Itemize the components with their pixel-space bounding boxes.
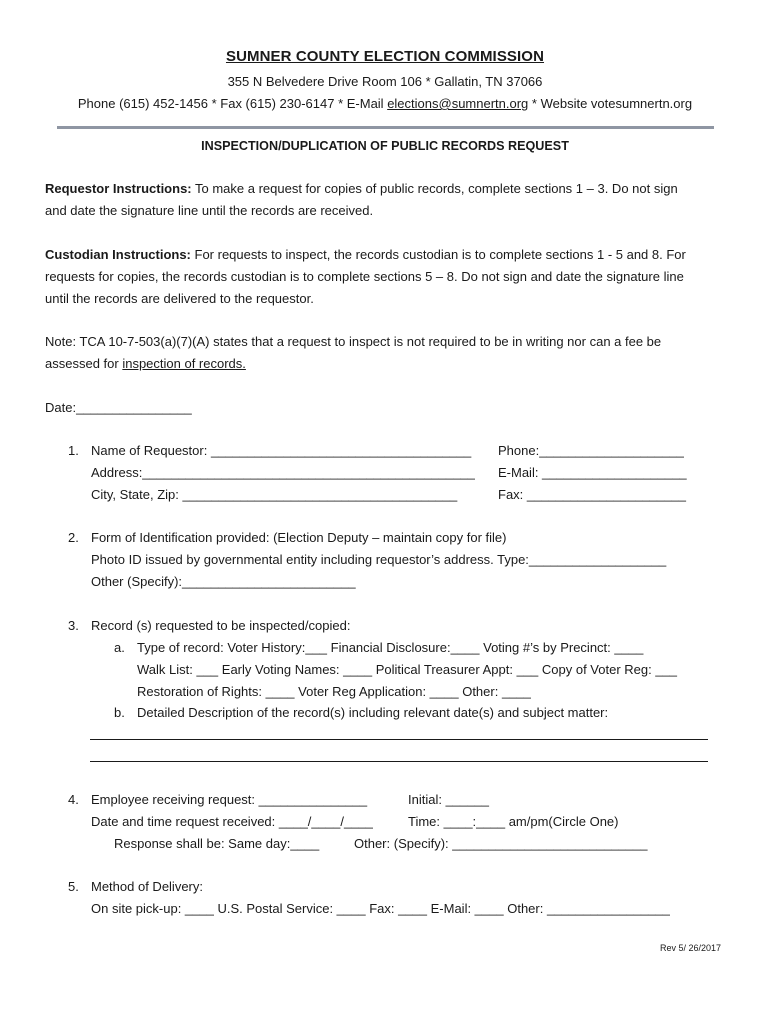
requestor-instructions-line1 <box>45 181 678 196</box>
photo-id-type-field[interactable]: Photo ID issued by governmental entity including requestor’s address. Type:___________________ <box>91 552 667 567</box>
note-line2 <box>45 356 246 371</box>
requestor-address-field[interactable]: Address:______________________________________________ <box>91 465 475 480</box>
description-line-1[interactable] <box>90 739 708 740</box>
section2-number: 2. <box>68 530 79 545</box>
note-line1: Note: TCA 10-7-503(a)(7)(A) states that a request to inspect is not required to be in writing nor can a fee be <box>45 334 662 349</box>
section3a-label: a. <box>114 640 125 655</box>
commission-contact <box>0 96 770 111</box>
requestor-name-field[interactable]: Name of Requestor: ____________________________________ <box>91 443 472 458</box>
description-line-2[interactable] <box>90 761 708 762</box>
requestor-instructions-text1: To make a request for copies of public records, complete sections 1 – 3. Do not sign <box>191 181 678 196</box>
date-field[interactable]: Date:________________ <box>45 400 192 415</box>
requestor-city-field[interactable]: City, State, Zip: ______________________________________ <box>91 487 458 502</box>
section3b-label: b. <box>114 705 125 720</box>
section3-number: 3. <box>68 618 79 633</box>
record-type-line3[interactable]: Restoration of Rights: ____ Voter Reg Application: ____ Other: ____ <box>137 684 531 699</box>
records-requested-heading: Record (s) requested to be inspected/copied: <box>91 618 351 633</box>
identification-other-field[interactable]: Other (Specify):________________________ <box>91 574 356 589</box>
requestor-fax-field[interactable]: Fax: ______________________ <box>498 487 686 502</box>
delivery-options-field[interactable]: On site pick-up: ____ U.S. Postal Service: ____ Fax: ____ E-Mail: ____ Other: _________________ <box>91 901 670 916</box>
custodian-instructions-line2: requests for copies, the records custodian is to complete sections 5 – 8. Do not sign and date the signature line <box>45 269 684 284</box>
delivery-method-heading: Method of Delivery: <box>91 879 203 894</box>
date-received-field[interactable]: Date and time request received: ____/____/____ <box>91 814 373 829</box>
note-link: inspection of records. <box>122 356 246 371</box>
section5-number: 5. <box>68 879 79 894</box>
custodian-instructions-line3: until the records are delivered to the requestor. <box>45 291 314 306</box>
requestor-phone-field[interactable]: Phone:____________________ <box>498 443 684 458</box>
contact-website: * Website votesumnertn.org <box>528 96 693 111</box>
revision-date: Rev 5/ 26/2017 <box>660 943 722 953</box>
section4-number: 4. <box>68 792 79 807</box>
commission-title: SUMNER COUNTY ELECTION COMMISSION <box>225 48 545 65</box>
section1-number: 1. <box>68 443 79 458</box>
header-divider <box>57 126 714 129</box>
employee-receiving-field[interactable]: Employee receiving request: _______________ <box>91 792 368 807</box>
note-prefix: assessed for <box>45 356 123 371</box>
form-title: INSPECTION/DUPLICATION OF PUBLIC RECORDS REQUEST <box>201 139 569 153</box>
identification-heading: Form of Identification provided: (Election Deputy – maintain copy for file) <box>91 530 507 545</box>
requestor-instructions-label: Requestor Instructions: <box>45 181 192 196</box>
email-link[interactable]: elections@sumnertn.org <box>387 96 529 111</box>
requestor-instructions-line2: and date the signature line until the records are received. <box>45 203 374 218</box>
response-other-field[interactable]: Other: (Specify): ___________________________ <box>354 836 648 851</box>
response-same-day-field[interactable]: Response shall be: Same day:____ <box>114 836 320 851</box>
commission-address: 355 N Belvedere Drive Room 106 * Gallatin, TN 37066 <box>227 74 543 89</box>
requestor-email-field[interactable]: E-Mail: ____________________ <box>498 465 687 480</box>
custodian-instructions-label: Custodian Instructions: <box>45 247 191 262</box>
initial-field[interactable]: Initial: ______ <box>408 792 489 807</box>
custodian-instructions-text1: For requests to inspect, the records custodian is to complete sections 1 - 5 and 8. For <box>190 247 686 262</box>
record-description-label: Detailed Description of the record(s) including relevant date(s) and subject matter: <box>137 705 609 720</box>
custodian-instructions-line1 <box>45 247 686 262</box>
record-type-line1[interactable]: Type of record: Voter History:___ Financial Disclosure:____ Voting #’s by Precinct: ____ <box>137 640 644 655</box>
time-received-field[interactable]: Time: ____:____ am/pm(Circle One) <box>408 814 619 829</box>
record-type-line2[interactable]: Walk List: ___ Early Voting Names: ____ Political Treasurer Appt: ___ Copy of Voter Reg: ___ <box>137 662 678 677</box>
contact-phone-fax: Phone (615) 452-1456 * Fax (615) 230-6147 * E-Mail <box>77 96 388 111</box>
